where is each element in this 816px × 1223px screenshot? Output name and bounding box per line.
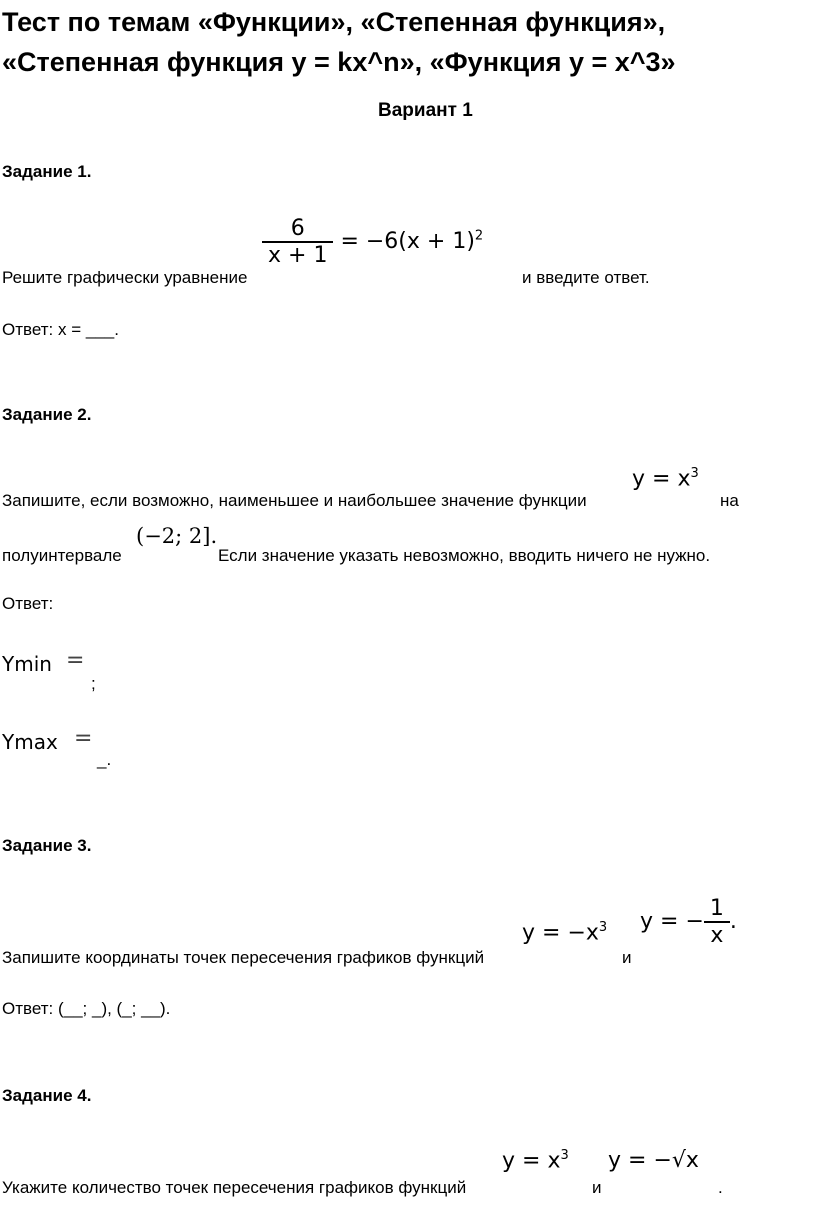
task1-eq-exponent: 2 bbox=[474, 228, 484, 244]
task2-function bbox=[632, 466, 699, 491]
variant-label: Вариант 1 bbox=[378, 100, 473, 121]
task1-equation bbox=[262, 216, 483, 268]
page-title-line2: «Степенная функция y = kx^n», «Функция y = x^3» bbox=[2, 47, 676, 77]
ymin-label: Ymin bbox=[2, 652, 52, 676]
task1-eq-denominator: x + 1 bbox=[262, 241, 333, 268]
page-title-line1: Тест по темам «Функции», «Степенная функция», bbox=[2, 7, 666, 37]
ymin-answer-slot[interactable]: ; bbox=[91, 674, 96, 693]
task1-answer: Ответ: x = ___. bbox=[2, 320, 119, 339]
task3-text: Запишите координаты точек пересечения графиков функций bbox=[2, 948, 485, 967]
task3-func2-denominator: x bbox=[704, 921, 730, 948]
task4-function1 bbox=[502, 1148, 569, 1173]
ymin-equals: = bbox=[66, 648, 85, 673]
ymax-equals: = bbox=[74, 726, 93, 751]
task1-fraction bbox=[262, 216, 333, 268]
task3-func1-base: y = −x bbox=[522, 920, 599, 946]
task4-conj: и bbox=[592, 1178, 602, 1197]
task1-eq-numerator: 6 bbox=[290, 216, 305, 241]
task2-text2-end: Если значение указать невозможно, вводить ничего не нужно. bbox=[218, 546, 711, 565]
task3-func2-lhs: y = − bbox=[640, 909, 704, 934]
task4-func1-exponent: 3 bbox=[560, 1148, 569, 1163]
task2-text: Запишите, если возможно, наименьшее и наибольшее значение функции bbox=[2, 491, 587, 510]
task2-heading: Задание 2. bbox=[2, 405, 92, 424]
ymax-label: Ymax bbox=[2, 730, 58, 754]
task3-func2-end: . bbox=[729, 909, 737, 934]
task3-func1-exponent: 3 bbox=[598, 920, 608, 935]
task3-function2 bbox=[640, 896, 737, 948]
task4-heading: Задание 4. bbox=[2, 1086, 92, 1105]
task1-text-after: и введите ответ. bbox=[522, 268, 650, 287]
task4-function2: y = −√x bbox=[608, 1148, 699, 1173]
task2-func-exponent: 3 bbox=[690, 466, 699, 481]
task1-eq-rhs: = −6(x + 1) bbox=[340, 229, 475, 254]
task2-text2-start: полуинтервале bbox=[2, 546, 122, 565]
task1-heading: Задание 1. bbox=[2, 162, 92, 181]
ymax-answer-slot[interactable]: _. bbox=[97, 750, 112, 769]
task4-func1-base: y = x bbox=[502, 1148, 561, 1174]
task3-conj: и bbox=[622, 948, 632, 967]
task2-func-base: y = x bbox=[632, 466, 691, 492]
task3-func2-numerator: 1 bbox=[709, 896, 724, 921]
task4-text: Укажите количество точек пересечения графиков функций bbox=[2, 1178, 467, 1197]
task2-interval: (−2; 2]. bbox=[136, 524, 218, 548]
task3-function1 bbox=[522, 920, 607, 945]
task4-end: . bbox=[718, 1178, 723, 1197]
task2-answer-label: Ответ: bbox=[2, 594, 54, 613]
task2-text-end: на bbox=[720, 491, 739, 510]
task3-func2-fraction bbox=[704, 896, 730, 948]
task3-answer: Ответ: (__; _), (_; __). bbox=[2, 999, 171, 1018]
task3-heading: Задание 3. bbox=[2, 836, 92, 855]
task1-text: Решите графически уравнение bbox=[2, 268, 248, 287]
